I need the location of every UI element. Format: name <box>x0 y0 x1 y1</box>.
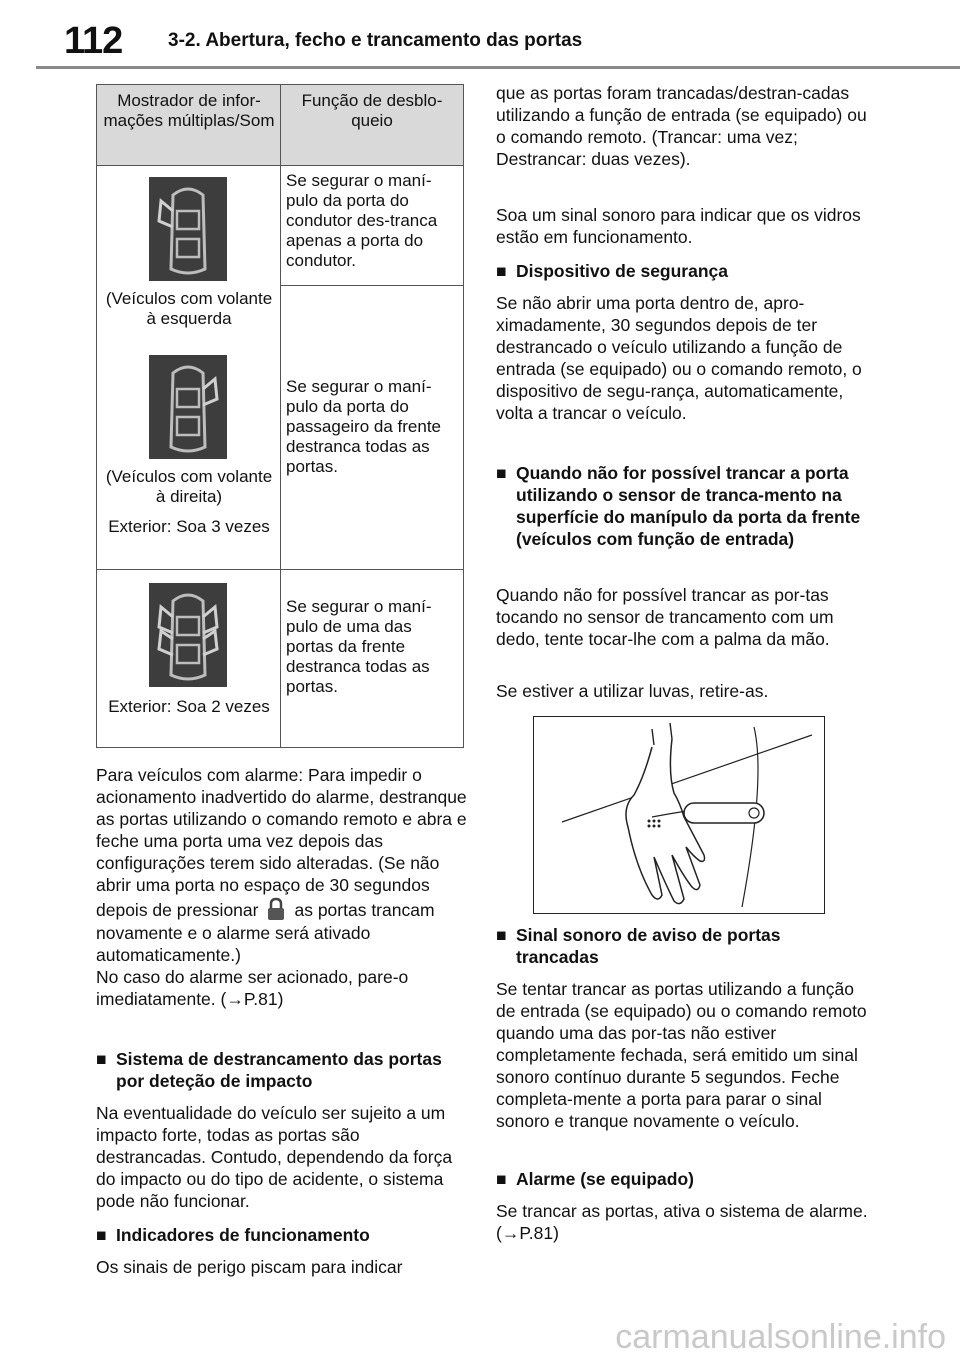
unlock-function-table <box>96 84 464 748</box>
table-row-divider <box>97 569 463 570</box>
page-number: 112 <box>64 20 123 62</box>
gloves-text: Se estiver a utilizar luvas, retire-as. <box>496 681 769 701</box>
safety-device-text: Se não abrir uma porta dentro de, apro-ximadamente, 30 segundos depois de ter destrancado o veículo utilizando a função de entrada (se equipado) ou o comando remoto, o dispositivo de segu-rança, automaticamente, volta a trancar o veículo. <box>496 293 862 423</box>
section-marker-icon: ■ <box>496 261 507 281</box>
table-col2-header: Função de desblo-queio <box>301 91 443 130</box>
impact-unlock-text: Na eventualidade do veículo ser sujeito a um impacto forte, todas as portas são destrancadas. Contudo, dependendo da força do impacto ou do tipo de acidente, o sistema pode não funcionar. <box>96 1103 453 1211</box>
driver-door-unlock-text: Se segurar o maní-pulo da porta do condutor des-tranca apenas a porta do condutor. <box>286 171 438 270</box>
right-hand-drive-label: (Veículos com volante à direita) <box>105 467 273 506</box>
alarm-para-part-1: Para veículos com alarme: Para impedir o acionamento inadvertido do alarme, destranque as portas utilizando o comando remoto e abra e feche uma porta uma vez depois das configurações terem sido alteradas. (Se não abrir uma porta no espaço de 30 segundos depois de pressionar <box>96 765 467 920</box>
sensor-lock-heading: ■ Quando não for possível trancar a porta utilizando o sensor de tranca-mento na superfície do manípulo da porta da frente (veículos com função de entrada) <box>496 463 861 549</box>
section-marker-icon: ■ <box>96 1225 107 1245</box>
front-doors-unlock-text: Se segurar o maní-pulo de uma das portas da frente destranca todas as portas. <box>286 597 432 696</box>
indicators-heading: ■ Indicadores de funcionamento <box>96 1225 370 1245</box>
alarm-heading: ■ Alarme (se equipado) <box>496 1169 694 1189</box>
page-header-title: 3-2. Abertura, fecho e trancamento das portas <box>168 30 583 51</box>
door-lock-buzzer-heading: ■ Sinal sonoro de aviso de portas trancadas <box>496 925 781 967</box>
safety-device-heading: ■ Dispositivo de segurança <box>496 261 729 281</box>
left-hand-drive-label: (Veículos com volante à esquerda <box>105 289 273 328</box>
header-rule <box>36 66 960 69</box>
passenger-door-unlock-text: Se segurar o maní-pulo da porta do passageiro da frente destranca todas as portas. <box>286 377 441 476</box>
windows-sound-text: Soa um sinal sonoro para indicar que os vidros estão em funcionamento. <box>496 205 861 247</box>
table-col1-header: Mostrador de infor-mações múltiplas/Som <box>103 91 275 130</box>
alarm-paragraph <box>96 764 468 1010</box>
indicators-text: Os sinais de perigo piscam para indicar <box>96 1257 403 1277</box>
door-lock-buzzer-text: Se tentar trancar as portas utilizando a função de entrada (se equipado) ou o comando remoto quando uma das por-tas não estiver completamente fechada, será emitido um sinal sonoro contínuo durante 5 segundos. Feche completa-mente a porta para parar o sinal sonoro e tranque novamente o veículo. <box>496 979 867 1131</box>
watermark: carmanualsonline.info <box>615 1318 946 1356</box>
alarm-para-part-3: No caso do alarme ser acionado, pare-o imediatamente. (→P.81) <box>96 967 409 1009</box>
impact-unlock-heading: ■ Sistema de destrancamento das portas por deteção de impacto <box>96 1049 442 1091</box>
driver-door-open-car-icon <box>149 177 227 281</box>
palm-touch-illustration <box>533 716 825 914</box>
alarm-para-part-2: as portas trancam novamente e o alarme será ativado automaticamente.) <box>96 900 435 965</box>
indicators-continued-text: que as portas foram trancadas/destran-cadas utilizando a função de entrada (se equipado) ou o comando remoto. (Trancar: uma vez; Destrancar: duas vezes). <box>496 83 867 169</box>
section-marker-icon: ■ <box>496 463 507 483</box>
exterior-sound-2-label: Exterior: Soa 2 vezes <box>108 697 270 716</box>
table-column-divider <box>280 85 281 747</box>
table-sub-divider <box>280 285 463 286</box>
padlock-icon <box>262 896 290 922</box>
section-marker-icon: ■ <box>96 1049 107 1069</box>
exterior-sound-3-label: Exterior: Soa 3 vezes <box>108 517 270 536</box>
sensor-lock-text: Quando não for possível trancar as por-tas tocando no sensor de trancamento com um dedo, tente tocar-lhe com a palma da mão. <box>496 585 834 649</box>
passenger-door-open-car-icon <box>149 355 227 459</box>
section-marker-icon: ■ <box>496 1169 507 1189</box>
both-doors-open-car-icon <box>149 583 227 687</box>
section-marker-icon: ■ <box>496 925 507 945</box>
alarm-text: Se trancar as portas, ativa o sistema de alarme. (→P.81) <box>496 1201 868 1243</box>
